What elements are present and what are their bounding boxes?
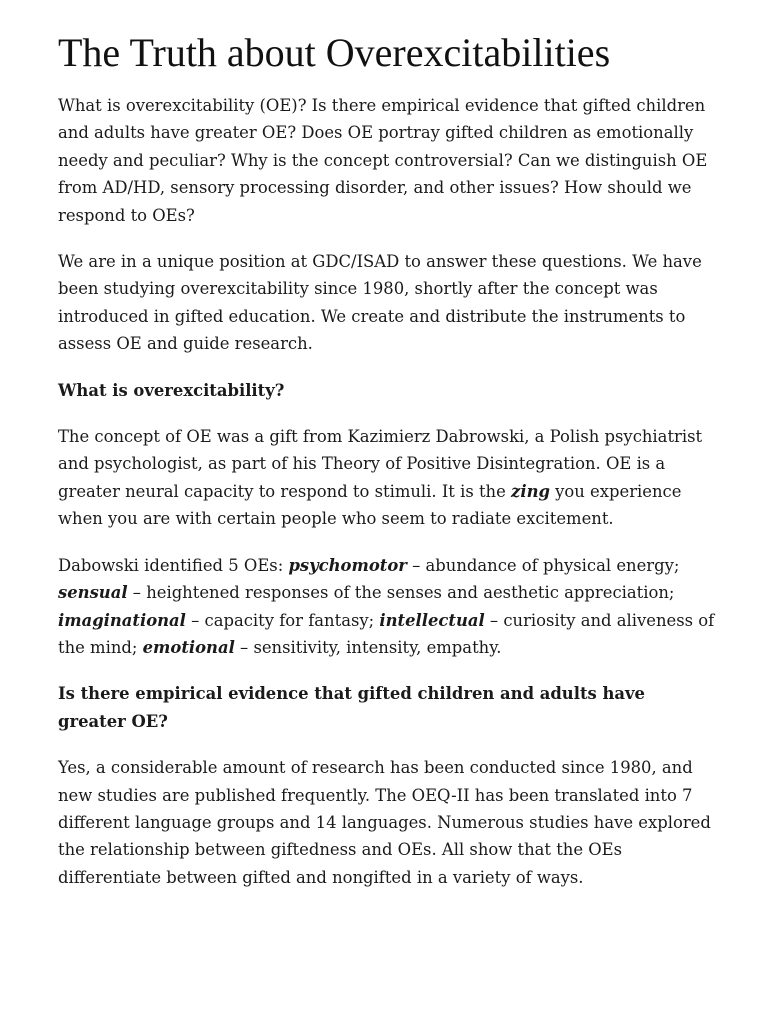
term-zing: zing (511, 481, 550, 501)
term-emotional: emotional (142, 637, 235, 657)
definition-text-a: The concept of OE was a gift from Kazimierz Dabrowski, a Polish psychiatrist and psychologist, as part of his Theory of Positive Disintegration. OE is a greater neural capacity to respond to stimuli. It is the (58, 427, 703, 501)
desc-psychomotor: – abundance of physical energy; (406, 555, 680, 575)
intro-paragraph-questions: What is overexcitability (OE)? Is there empirical evidence that gifted children and adults have greater OE? Does OE portray gifted children as emotionally needy and peculiar? Why is the concept controversial? Can we distinguish OE from AD/HD, sensory processing disorder, and other issues? How should we respond to OEs? (58, 96, 708, 225)
term-imaginational: imaginational (58, 610, 186, 630)
desc-imaginational: – capacity for fantasy; (185, 610, 380, 630)
term-intellectual: intellectual (379, 610, 485, 630)
five-oes-paragraph (58, 552, 718, 662)
page-title: The Truth about Overexcitabilities (58, 30, 611, 75)
article (58, 28, 718, 910)
intro-paragraph-position: We are in a unique position at GDC/ISAD to answer these questions. We have been studying overexcitability since 1980, shortly after the concept was introduced in gifted education. We create and distribute the instruments to assess OE and guide research. (58, 252, 702, 354)
five-oes-intro: Dabowski identified 5 OEs: (58, 555, 289, 575)
definition-text-b: you experience when you are with certain people who seem to radiate excitement. (58, 481, 682, 529)
term-psychomotor: psychomotor (288, 555, 407, 575)
term-sensual: sensual (58, 583, 128, 603)
section-heading-empirical-evidence: Is there empirical evidence that gifted children and adults have greater OE? (58, 684, 645, 731)
section-heading-what-is-oe: What is overexcitability? (58, 380, 285, 400)
research-paragraph: Yes, a considerable amount of research has been conducted since 1980, and new studies are published frequently. The OEQ-II has been translated into 7 different language groups and 14 languages. Numerous studies have explored the relationship between giftedness and OEs. All show that the OEs differentiate between gifted and nongifted in a variety of ways. (58, 758, 711, 887)
desc-emotional: – sensitivity, intensity, empathy. (234, 637, 502, 657)
desc-intellectual: – curiosity and aliveness of the mind; (58, 610, 715, 657)
oe-definition-paragraph (58, 423, 718, 533)
desc-sensual: – heightened responses of the senses and aesthetic appreciation; (127, 583, 675, 603)
